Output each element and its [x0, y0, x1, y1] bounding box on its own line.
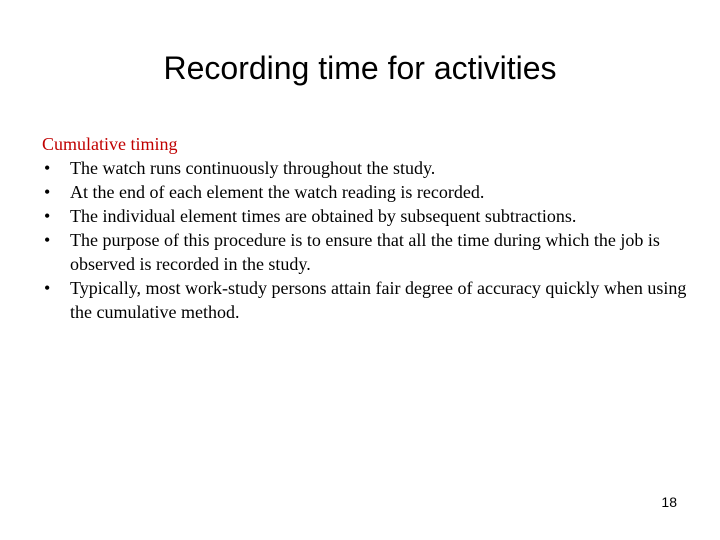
- bullet-item: [42, 204, 692, 228]
- bullet-text: The purpose of this procedure is to ensure that all the time during which the job is observed is recorded in the study.: [70, 230, 660, 274]
- page-number: 18: [661, 494, 677, 510]
- bullet-item: [42, 228, 692, 276]
- bullet-text: The individual element times are obtained by subsequent subtractions.: [70, 206, 577, 226]
- bullet-item: [42, 276, 692, 324]
- slide-body: [42, 132, 692, 324]
- bullet-marker: •: [44, 182, 51, 202]
- bullet-list: [42, 156, 692, 324]
- bullet-item: [42, 156, 692, 180]
- section-heading: Cumulative timing: [42, 134, 178, 154]
- bullet-text: Typically, most work-study persons attain fair degree of accuracy quickly when using the cumulative method.: [70, 278, 687, 322]
- slide-title: Recording time for activities: [163, 50, 557, 86]
- bullet-marker: •: [44, 158, 51, 178]
- bullet-marker: •: [44, 206, 51, 226]
- bullet-text: The watch runs continuously throughout the study.: [70, 158, 436, 178]
- bullet-text: At the end of each element the watch reading is recorded.: [70, 182, 485, 202]
- bullet-marker: •: [44, 278, 51, 298]
- bullet-item: [42, 180, 692, 204]
- bullet-marker: •: [44, 230, 51, 250]
